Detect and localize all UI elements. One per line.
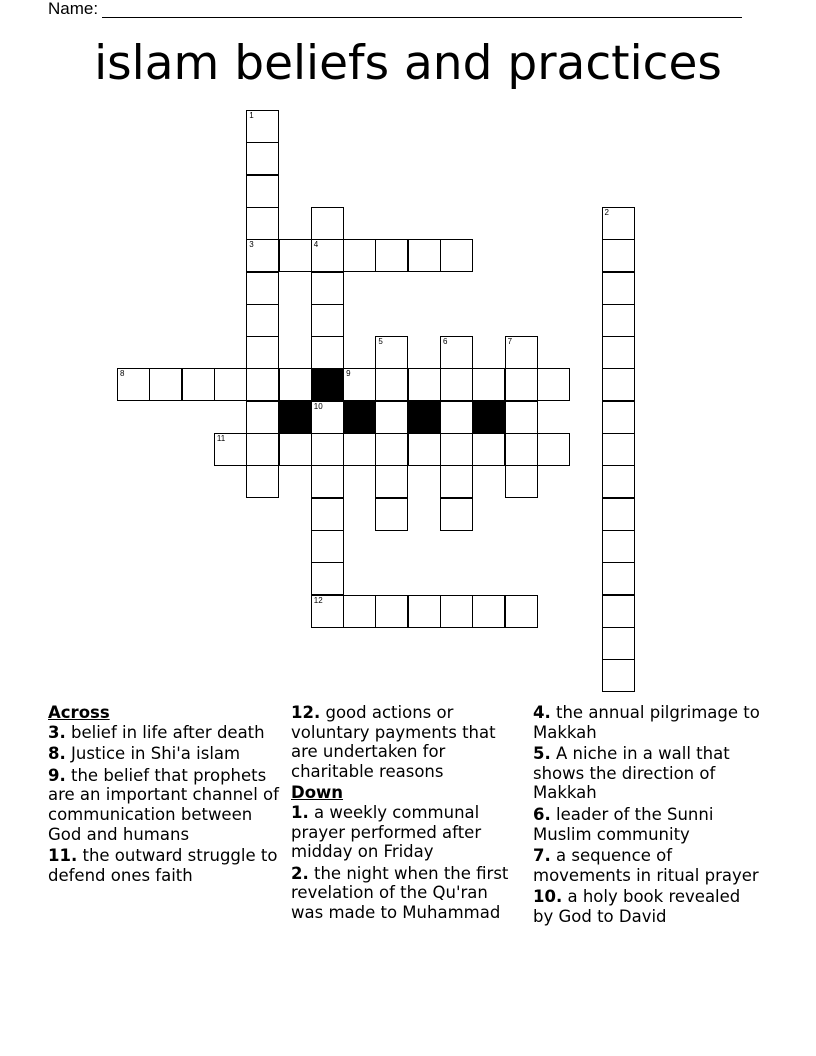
cell-number: 3 [249, 240, 254, 250]
grid-cell[interactable] [311, 530, 344, 563]
grid-cell[interactable] [472, 368, 505, 401]
cell-number: 11 [216, 434, 226, 443]
grid-cell[interactable] [602, 530, 635, 563]
grid-cell[interactable] [343, 368, 376, 401]
cell-number: 6 [443, 337, 448, 347]
clue-down-10: 10. a holy book revealed by God to David [533, 887, 741, 926]
grid-cell[interactable] [375, 498, 408, 531]
clue-across-11: 11. the outward struggle to defend ones faith [48, 846, 278, 885]
grid-cell[interactable] [408, 368, 441, 401]
page-title: islam beliefs and practices [94, 36, 722, 91]
clue-across-9: 9. the belief that prophets are an important channel of communication between God and humans [48, 765, 279, 844]
grid-cell[interactable] [246, 142, 279, 175]
grid-cell[interactable] [440, 401, 473, 434]
grid-cell[interactable] [440, 336, 473, 369]
clue-down-4: 4. the annual pilgrimage to Makkah [533, 703, 760, 742]
grid-cell[interactable] [505, 433, 538, 466]
grid-cell[interactable] [246, 175, 279, 208]
grid-cell[interactable] [602, 336, 635, 369]
grid-cell[interactable] [311, 304, 344, 337]
grid-cell[interactable] [602, 401, 635, 434]
grid-cell[interactable] [246, 207, 279, 240]
black-cell [343, 401, 376, 434]
grid-cell[interactable] [602, 272, 635, 305]
grid-cell[interactable] [279, 368, 312, 401]
grid-cell[interactable] [375, 239, 408, 272]
grid-cell[interactable] [505, 368, 538, 401]
grid-cell[interactable] [408, 595, 441, 628]
grid-cell[interactable] [602, 659, 635, 692]
black-cell [408, 401, 441, 434]
grid-cell[interactable] [375, 433, 408, 466]
grid-cell[interactable] [375, 336, 408, 369]
grid-cell[interactable] [375, 368, 408, 401]
grid-cell[interactable] [246, 401, 279, 434]
grid-cell[interactable] [440, 498, 473, 531]
across-heading: Across [48, 703, 110, 722]
cell-number: 8 [120, 369, 125, 379]
cell-number: 5 [378, 337, 383, 347]
grid-cell[interactable] [408, 239, 441, 272]
grid-cell[interactable] [279, 433, 312, 466]
grid-cell[interactable] [149, 368, 182, 401]
grid-cell[interactable] [602, 433, 635, 466]
grid-cell[interactable] [246, 110, 279, 143]
grid-cell[interactable] [343, 595, 376, 628]
grid-cell[interactable] [505, 401, 538, 434]
grid-cell[interactable] [246, 304, 279, 337]
clue-down-1: 1. a weekly communal prayer performed after midday on Friday [291, 802, 482, 862]
clue-down-5: 5. A niche in a wall that shows the direction of Makkah [533, 744, 730, 803]
grid-cell[interactable] [343, 239, 376, 272]
grid-cell[interactable] [505, 336, 538, 369]
grid-cell[interactable] [602, 595, 635, 628]
grid-cell[interactable] [505, 465, 538, 498]
cell-number: 9 [346, 369, 351, 379]
grid-cell[interactable] [602, 368, 635, 401]
clue-across-12: 12. good actions or voluntary payments that are undertaken for charitable reasons [291, 703, 496, 781]
black-cell [311, 368, 344, 401]
grid-cell[interactable] [375, 595, 408, 628]
grid-cell[interactable] [311, 433, 344, 466]
grid-cell[interactable] [602, 304, 635, 337]
grid-cell[interactable] [246, 272, 279, 305]
grid-cell[interactable] [117, 368, 150, 401]
grid-cell[interactable] [311, 239, 344, 272]
grid-cell[interactable] [311, 595, 344, 628]
grid-cell[interactable] [343, 433, 376, 466]
clue-across-3: 3. belief in life after death [48, 722, 265, 742]
grid-cell[interactable] [182, 368, 215, 401]
grid-cell[interactable] [440, 368, 473, 401]
clue-down-2: 2. the night when the first revelation of the Qu'ran was made to Muhammad [291, 863, 509, 922]
grid-cell[interactable] [408, 433, 441, 466]
down-heading: Down [291, 783, 344, 803]
grid-cell[interactable] [472, 595, 505, 628]
grid-cell[interactable] [279, 239, 312, 272]
black-cell [472, 401, 505, 434]
clues-column-3 [533, 703, 765, 929]
grid-cell[interactable] [440, 433, 473, 466]
cell-number: 4 [313, 240, 319, 250]
grid-cell[interactable] [214, 433, 247, 466]
grid-cell[interactable] [505, 595, 538, 628]
grid-cell[interactable] [311, 401, 344, 434]
name-label: Name: [48, 0, 99, 18]
cell-number: 12 [313, 595, 323, 605]
grid-cell[interactable] [214, 368, 247, 401]
grid-cell[interactable] [311, 207, 344, 240]
clues-column-2 [291, 703, 523, 925]
grid-cell[interactable] [375, 465, 408, 498]
black-cell [279, 401, 312, 434]
cell-number: 7 [507, 337, 513, 347]
grid-cell[interactable] [375, 401, 408, 434]
clue-down-6: 6. leader of the Sunni Muslim community [533, 804, 714, 844]
grid-cell[interactable] [246, 465, 279, 498]
grid-cell[interactable] [602, 627, 635, 660]
grid-cell[interactable] [602, 498, 635, 531]
clue-down-7: 7. a sequence of movements in ritual prayer [533, 846, 759, 885]
grid-cell[interactable] [472, 433, 505, 466]
grid-cell[interactable] [440, 239, 473, 272]
grid-cell[interactable] [440, 465, 473, 498]
grid-cell[interactable] [602, 207, 635, 240]
grid-cell[interactable] [311, 465, 344, 498]
grid-cell[interactable] [246, 368, 279, 401]
grid-cell[interactable] [602, 562, 635, 595]
grid-cell[interactable] [602, 239, 635, 272]
grid-cell[interactable] [246, 239, 279, 272]
cell-number: 10 [313, 401, 323, 411]
grid-cell[interactable] [440, 595, 473, 628]
grid-cell[interactable] [311, 498, 344, 531]
grid-cell[interactable] [537, 368, 570, 401]
grid-cell[interactable] [537, 433, 570, 466]
grid-cell[interactable] [311, 272, 344, 305]
cell-number: 1 [249, 111, 254, 120]
clue-across-8: 8. Justice in Shi'a islam [48, 744, 241, 764]
grid-cell[interactable] [602, 465, 635, 498]
cell-number: 2 [604, 207, 609, 217]
clues-column-1 [48, 703, 280, 887]
grid-cell[interactable] [311, 336, 344, 369]
grid-cell[interactable] [246, 433, 279, 466]
grid-cell[interactable] [311, 562, 344, 595]
grid-cell[interactable] [246, 336, 279, 369]
